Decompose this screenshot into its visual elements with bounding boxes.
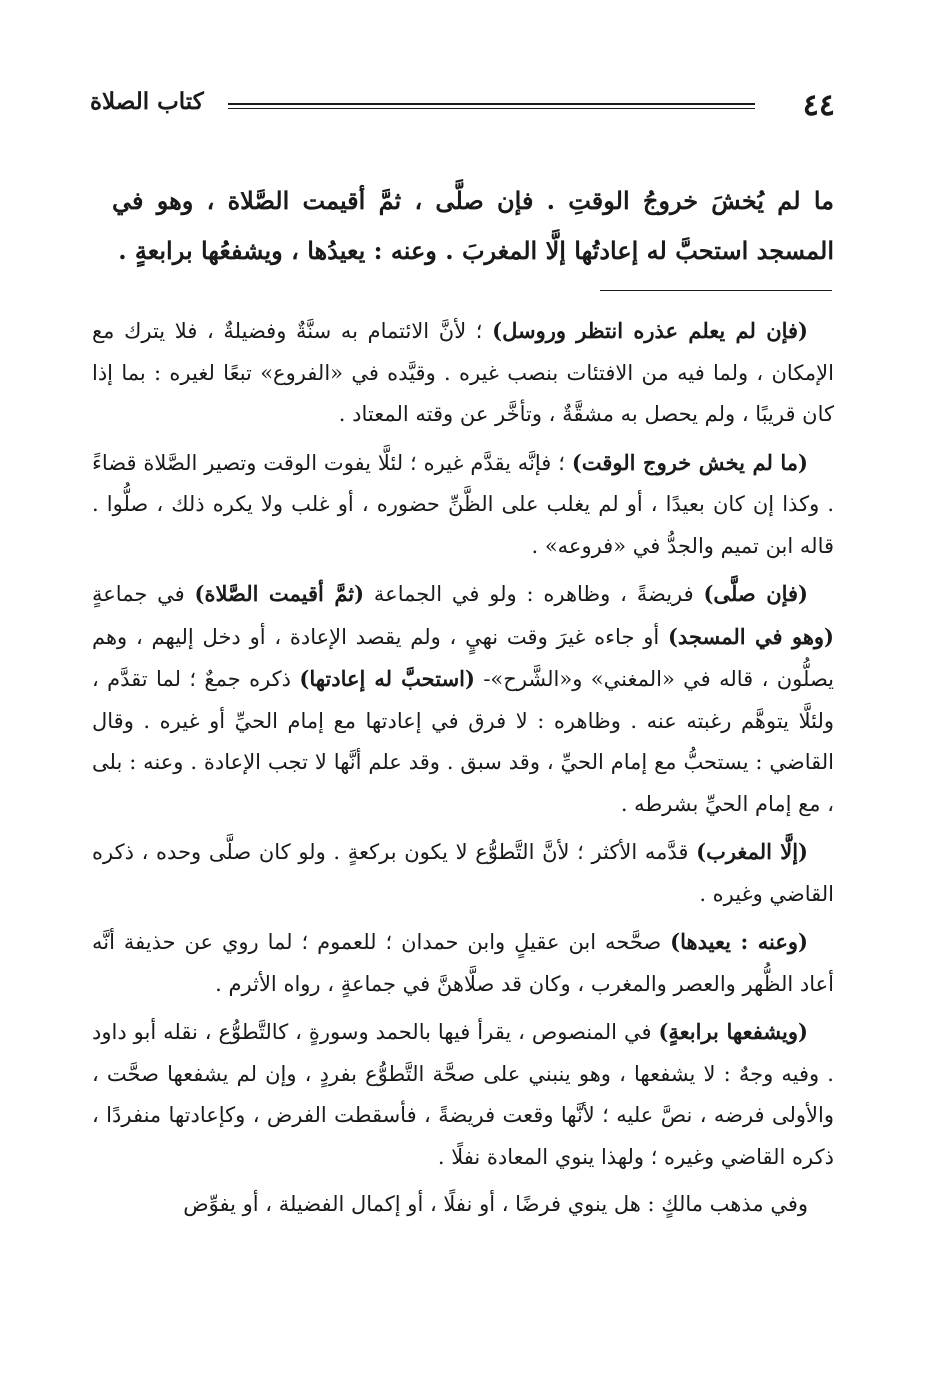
quoted-lemma: (وهو في المسجد) <box>667 623 834 649</box>
commentary-paragraph <box>92 921 834 1005</box>
commentary-paragraph <box>92 442 834 568</box>
commentary-text: في جماعةٍ <box>92 582 195 606</box>
quoted-lemma: (استحبَّ له إعادتها) <box>299 666 475 691</box>
header-rule <box>228 103 755 109</box>
commentary-text: صحَّحه ابن عقيلٍ وابن حمدان ؛ للعموم ؛ لما روي عن حذيفة أنَّه أعاد الظُّهر والعصر والمغرب ، وكان قد صلَّاهنَّ في جماعةٍ ، رواه الأثرم . <box>92 930 834 996</box>
quoted-lemma: (ويشفعها برابعةٍ) <box>658 1019 808 1044</box>
page-number: ٤٤ <box>802 88 835 123</box>
commentary-text: أو جاءه غيرَ وقت نهيٍ ، ولم يقصد الإعادة ، أو دخل إليهم ، وهم يصلُّون ، قاله في «المغني» و«الشَّرح»- <box>92 624 834 691</box>
commentary-text: ؛ لأنَّ الائتمام به سنَّةٌ وفضيلةٌ ، فلا يترك مع الإمكان ، ولما فيه من الافتئات بنصب غيره . وقيَّده في «الفروع» تبعًا لغيره : بما إذا كان قريبًا ، ولم يحصل به مشقَّةٌ ، وتأخَّر عن وقته المعتاد . <box>92 319 834 426</box>
commentary-text: في المنصوص ، يقرأ فيها بالحمد وسورةٍ ، كالتَّطوُّع ، نقله أبو داود . وفيه وجهٌ : لا يشفعها ، وهو ينبني على صحَّة التَّطوُّع بفردٍ ، وإن لم يشفعها صحَّت ، والأولى فرضه ، نصَّ عليه ؛ لأنَّها وقعت فريضةً ، فأسقطت الفرض ، وكإعادتها منفردًا ، ذكره القاضي وغيره ؛ ولهذا ينوي المعادة نفلًا . <box>92 1020 834 1169</box>
commentary-paragraph <box>92 1011 834 1178</box>
commentary-text: قدَّمه الأكثر ؛ لأنَّ التَّطوُّع لا يكون بركعةٍ . ولو كان صلَّى وحده ، ذكره القاضي وغيره . <box>92 840 834 906</box>
commentary <box>92 310 834 1232</box>
commentary-paragraph <box>92 1184 834 1226</box>
running-header <box>90 82 835 122</box>
commentary-text: ؛ فإنَّه يقدَّم غيره ؛ لئلَّا يفوت الوقت وتصير الصَّلاة قضاءً . وكذا إن كان بعيدًا ، أو لم يغلب على الظَّنِّ حضوره ، أو غلب ولا يكره ذلك ، صلُّوا . قاله ابن تميم والجدُّ في «فروعه» . <box>92 450 834 558</box>
commentary-paragraph <box>92 310 834 436</box>
quoted-lemma: (فإن لم يعلم عذره انتظر وروسل) <box>492 318 808 343</box>
quoted-lemma: (ثمَّ أقيمت الصَّلاة) <box>194 581 365 606</box>
quoted-lemma: (فإن صلَّى) <box>703 581 808 606</box>
book-title: كتاب الصلاة <box>90 88 204 115</box>
footnote-separator <box>600 290 832 291</box>
main-text: ما لم يُخشَ خروجُ الوقتِ . فإن صلَّى ، ثمَّ أقيمت الصَّلاة ، وهو في المسجد استحبَّ له إعادتُها إلَّا المغربَ . وعنه : يعيدُها ، ويشفعُها برابعةٍ . <box>112 186 834 265</box>
commentary-paragraph <box>92 573 834 825</box>
quoted-lemma: (إلَّا المغرب) <box>696 839 808 864</box>
commentary-text: ذكره جمعٌ ؛ لما تقدَّم ، ولئلَّا يتوهَّم رغبته عنه . وظاهره : لا فرق في إعادتها مع إمام الحيِّ أو غيره . وقال القاضي : يستحبُّ مع إمام الحيِّ ، وقد سبق . وقد علم أنَّها لا تجب الإعادة . وعنه : بلى ، مع إمام الحيِّ بشرطه . <box>92 667 834 816</box>
commentary-paragraph <box>92 831 834 915</box>
commentary-text: فريضةً ، وظاهره : ولو في الجماعة <box>364 582 704 606</box>
quoted-lemma: (وعنه : يعيدها) <box>670 929 808 954</box>
commentary-text: وفي مذهب مالكٍ : هل ينوي فرضًا ، أو نفلًا ، أو إكمال الفضيلة ، أو يفوِّض <box>183 1192 808 1216</box>
quoted-lemma: (ما لم يخش خروج الوقت) <box>571 449 808 475</box>
